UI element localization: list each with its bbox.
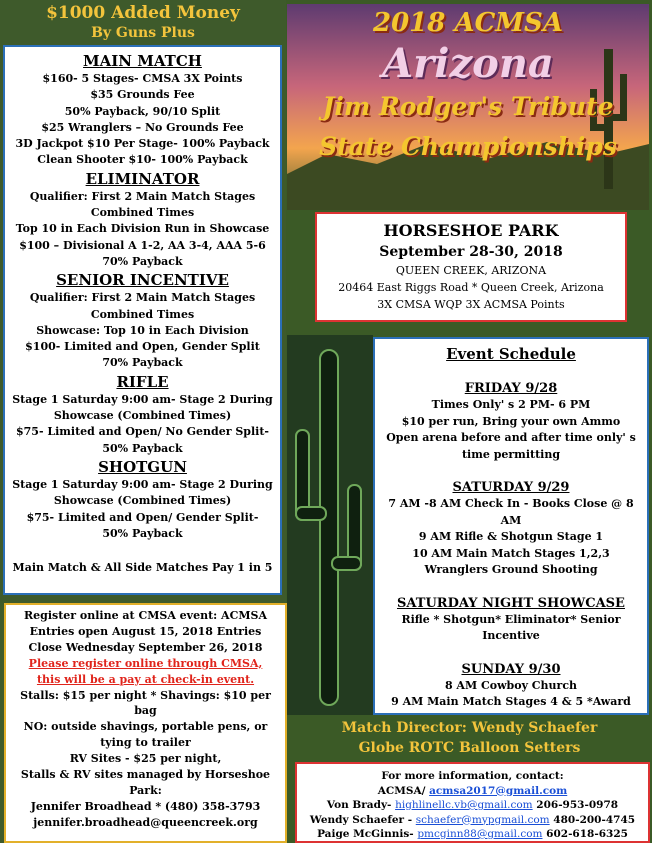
eliminator-line: Combined Times — [90, 206, 195, 220]
rifle-line: 50% Payback — [102, 441, 183, 455]
senior-line: Showcase: Top 10 in Each Division — [36, 323, 249, 337]
schedule-day-sunday: SUNDAY 9/30 — [461, 661, 561, 677]
main-match-line: $35 Grounds Fee — [90, 88, 195, 102]
contact-name: Wendy Schaefer - — [309, 813, 416, 826]
contact-email-link[interactable]: schaefer@mypgmail.com — [415, 813, 550, 826]
schedule-day-friday: FRIDAY 9/28 — [464, 381, 558, 396]
schedule-line: time permitting — [461, 447, 561, 461]
contact-name: Von Brady- — [326, 799, 396, 811]
rifle-line: $75- Limited and Open/ No Gender Split- — [15, 425, 270, 439]
hero-image — [287, 4, 649, 210]
shotgun-line: Stage 1 Saturday 9:00 am- Stage 2 During — [12, 477, 273, 491]
stalls-line: jennifer.broadhead@queencreek.org — [33, 815, 258, 829]
venue-panel — [315, 212, 627, 322]
stalls-line: Stalls & RV sites managed by Horseshoe — [20, 768, 271, 782]
eliminator-line: Qualifier: First 2 Main Match Stages — [29, 189, 256, 203]
rifle-line: Stage 1 Saturday 9:00 am- Stage 2 During — [12, 392, 273, 406]
contact-row — [297, 827, 648, 842]
hero-tribute: Jim Rodger's Tribute — [322, 92, 614, 121]
schedule-line: Rifle * Shotgun* Eliminator* Senior — [401, 612, 621, 626]
venue-name: HORSESHOE PARK — [383, 221, 559, 240]
senior-line: $100- Limited and Open, Gender Split — [25, 340, 260, 354]
schedule-line: $10 per run, Bring your own Ammo — [401, 414, 621, 428]
event-dates: September 28-30, 2018 — [379, 244, 563, 260]
senior-line: Qualifier: First 2 Main Match Stages — [29, 291, 256, 305]
main-match-line: Clean Shooter $10- 100% Payback — [37, 153, 248, 167]
eliminator-line: $100 – Divisional A 1-2, AA 3-4, AAA 5-6 — [19, 238, 266, 252]
shotgun-line: Showcase (Combined Times) — [53, 494, 232, 508]
schedule-line: 7 AM -8 AM Check In - Books Close @ 8 — [388, 497, 634, 510]
schedule-line: Open arena before and after time only' s — [386, 431, 636, 444]
contact-row — [297, 798, 648, 813]
schedule-line: Incentive — [482, 629, 540, 642]
schedule-line: 9 AM Main Match Stages 4 & 5 *Award — [391, 695, 631, 708]
schedule-day-showcase: SATURDAY NIGHT SHOWCASE — [397, 595, 625, 611]
schedule-line: Times Only' s 2 PM- 6 PM — [431, 398, 591, 411]
contact-phone: 602-618-6325 — [542, 828, 628, 840]
rifle-heading: RIFLE — [116, 372, 169, 391]
schedule-title: Event Schedule — [446, 345, 576, 363]
rifle-line: Showcase (Combined Times) — [53, 409, 232, 423]
venue-city: QUEEN CREEK, ARIZONA — [395, 264, 547, 277]
hero-state: Arizona — [382, 40, 554, 87]
main-match-line: 50% Payback, 90/10 Split — [64, 104, 221, 118]
register-line: Register online at CMSA event: ACMSA — [23, 609, 267, 622]
shotgun-heading: SHOTGUN — [98, 457, 187, 476]
stalls-line: Park: — [129, 783, 162, 797]
registration-panel — [4, 603, 287, 843]
hero-year: 2018 ACMSA — [372, 8, 563, 38]
eliminator-heading: ELIMINATOR — [85, 169, 200, 188]
eliminator-line: Top 10 in Each Division Run in Showcase — [15, 222, 270, 236]
schedule-line: 8 AM Cowboy Church — [444, 678, 578, 692]
added-money-text: $1000 Added Money — [46, 3, 240, 23]
director-name: Match Director: Wendy Schaefer — [341, 720, 598, 736]
cactus-icon — [287, 335, 373, 715]
senior-line: Combined Times — [90, 307, 195, 321]
senior-incentive-heading: SENIOR INCENTIVE — [56, 271, 229, 290]
schedule-line: Wranglers Ground Shooting — [424, 563, 598, 576]
contact-phone: 206-953-0978 — [532, 799, 619, 811]
contact-email-link[interactable]: pmcginn88@gmail.com — [417, 828, 543, 840]
stalls-line: tying to trailer — [100, 736, 191, 750]
stalls-line: RV Sites - $25 per night, — [69, 752, 222, 766]
main-match-line: $160- 5 Stages- CMSA 3X Points — [42, 72, 243, 85]
main-match-heading: MAIN MATCH — [83, 52, 202, 70]
senior-line: 70% Payback — [102, 356, 183, 370]
cactus-image — [287, 335, 373, 715]
event-schedule-panel — [373, 337, 649, 715]
shotgun-line: $75- Limited and Open/ Gender Split- — [26, 510, 259, 524]
stalls-line: NO: outside shavings, portable pens, or — [23, 720, 268, 734]
contact-acmsa-label: ACMSA/ — [377, 784, 430, 797]
payout-footer: Main Match & All Side Matches Pay 1 in 5 — [12, 561, 273, 575]
contact-panel — [295, 762, 650, 843]
eliminator-line: 70% Payback — [102, 254, 183, 268]
match-info-panel — [3, 45, 282, 595]
stalls-line: bag — [134, 704, 157, 718]
stalls-line: Jennifer Broadhead * (480) 358-3793 — [30, 799, 261, 813]
register-notice: Please register online through CMSA, — [28, 656, 263, 670]
schedule-day-saturday: SATURDAY 9/29 — [452, 480, 570, 495]
acmsa-email-link[interactable]: acmsa2017@gmail.com — [429, 784, 568, 797]
contact-row — [297, 813, 648, 828]
schedule-line: AM — [500, 513, 522, 527]
contact-email-link[interactable]: highlinellc.vb@gmail.com — [395, 799, 533, 811]
sponsor-text: By Guns Plus — [91, 25, 195, 41]
match-director — [290, 718, 649, 758]
shotgun-line: 50% Payback — [102, 526, 183, 540]
schedule-line: 10 AM Main Match Stages 1,2,3 — [412, 546, 610, 560]
contact-intro: For more information, contact: — [381, 770, 564, 782]
register-line: Close Wednesday September 26, 2018 — [28, 640, 263, 654]
director-org: Globe ROTC Balloon Setters — [358, 740, 581, 756]
main-match-line: 3D Jackpot $10 Per Stage- 100% Payback — [15, 137, 270, 151]
contact-acmsa — [297, 784, 648, 799]
stalls-line: Stalls: $15 per night * Shavings: $10 per — [20, 688, 271, 702]
venue-address: 20464 East Riggs Road * Queen Creek, Arizona — [338, 281, 604, 294]
contact-name: Paige McGinnis- — [317, 828, 418, 840]
register-notice: this will be a pay at check-in event. — [36, 672, 255, 686]
venue-points: 3X CMSA WQP 3X ACMSA Points — [377, 298, 565, 311]
main-match-line: $25 Wranglers – No Grounds Fee — [41, 120, 244, 134]
schedule-line: 9 AM Rifle & Shotgun Stage 1 — [418, 530, 604, 543]
contact-phone: 480-200-4745 — [549, 813, 636, 826]
sponsor-banner — [0, 0, 286, 44]
hero-championships: State Championships — [319, 132, 617, 161]
register-line: Entries open August 15, 2018 Entries — [29, 624, 262, 638]
